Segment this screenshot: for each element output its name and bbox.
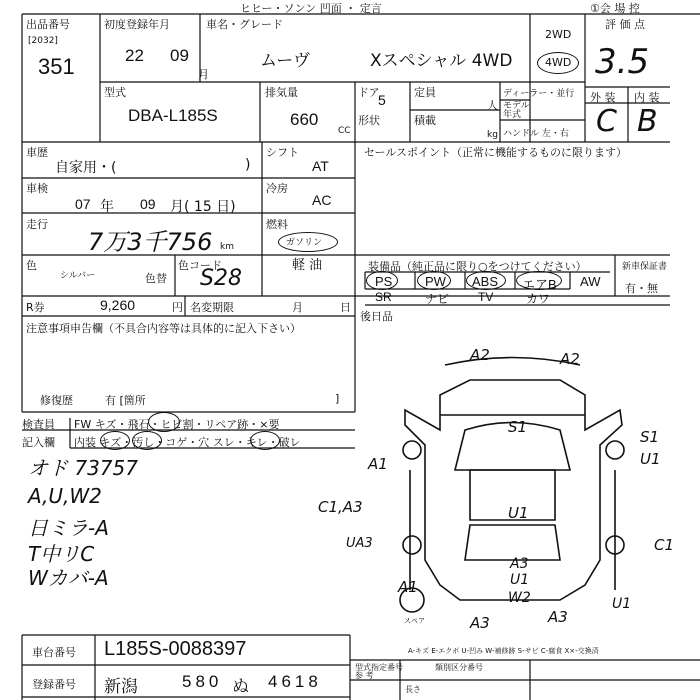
mileage-value: 7万3千756	[88, 228, 213, 256]
equipment-airbag: エアB	[522, 277, 557, 292]
repair-close: ]	[335, 392, 340, 405]
after-label: 後日品	[360, 310, 393, 323]
name-change-label: 名変期限	[190, 301, 234, 314]
grade-int-label: 内 装	[634, 91, 660, 104]
displacement-unit: CC	[338, 126, 351, 136]
diagram-mark: U1	[510, 572, 530, 588]
registration-month: 09	[170, 46, 189, 65]
grade-int-value: B	[637, 104, 658, 139]
load-label: 積載	[414, 114, 436, 127]
recycle-label: R券	[26, 301, 45, 314]
checker-row-1: FW キズ・飛石・ヒビ割・リペア跡・×要	[74, 418, 280, 431]
inspection-year: 07	[75, 196, 91, 212]
equipment-airbag-circle	[516, 271, 562, 290]
recycle-value: 9,260	[100, 297, 136, 313]
lot-number: 351	[38, 54, 75, 79]
name-change-day: 日	[340, 301, 351, 314]
diagram-mark: UA3	[346, 536, 373, 551]
diagram-mark: A2	[470, 346, 490, 364]
color-code: S28	[200, 266, 242, 291]
checker-circle-2	[100, 431, 130, 450]
equipment-abs-circle	[466, 271, 506, 290]
damage-legend: A-キズ E-エクボ U-凹み W-補修跡 S-サビ C-腐食 X×-交換済	[408, 647, 599, 655]
grade-score-label: 評 価 点	[605, 18, 645, 31]
checker-label-1: 検査員	[22, 418, 55, 431]
handwritten-note-1: オド 73757	[28, 456, 138, 480]
doors-value: 5	[378, 92, 386, 108]
diagram-mark: A2	[560, 350, 580, 368]
diagram-mark: C1	[654, 536, 675, 554]
grade-score-value: 3.5	[595, 42, 650, 82]
displacement-value: 660	[290, 110, 319, 129]
equipment-sr: SR	[375, 290, 392, 304]
checker-circle-1	[148, 412, 180, 432]
checker-label-2: 記入欄	[22, 436, 55, 449]
plate-region: 新潟	[104, 677, 138, 697]
handwritten-note-2: A,U,W2	[28, 484, 102, 508]
color-code-label: 色コード	[178, 259, 222, 272]
diagram-mark: A1	[398, 578, 418, 596]
name-change-month: 月	[292, 301, 303, 314]
drive-2wd: 2WD	[545, 28, 572, 41]
lot-code: [2032]	[28, 36, 58, 46]
checker-row-2: 内装 キズ・汚し・コゲ・穴 スレ・キレ・破レ	[74, 436, 301, 449]
inspection-month: 09	[140, 196, 156, 212]
repair-label: 修復歴	[40, 394, 73, 407]
plate-number: 4618	[268, 672, 322, 691]
repair-value: 有 [箇所	[105, 394, 146, 407]
model-label: 型式	[104, 86, 126, 99]
plate-kana: ぬ	[232, 677, 249, 697]
vehicle-grade: Xスペシャル 4WD	[370, 51, 513, 71]
vehicle-make: ムーヴ	[260, 51, 311, 71]
spare-label: スペア	[404, 617, 425, 625]
equipment-ps-circle	[366, 271, 398, 290]
header-title-fragment: ヒヒー・ソンン 凹面 ・ 定言	[240, 2, 382, 15]
equipment-tv: TV	[478, 290, 494, 304]
dealer-label: ディーラー・並行	[503, 89, 575, 99]
color-label: 色	[26, 259, 37, 272]
recycle-unit: 円	[172, 301, 183, 314]
handle-label: ハンドル 左・右	[503, 129, 569, 139]
fuel-diesel: 軽 油	[292, 258, 323, 273]
displacement-label: 排気量	[265, 86, 298, 99]
shape-number-label: 型式指定番号	[355, 663, 403, 672]
color-change-label: 色替	[145, 272, 167, 285]
usage-close: )	[245, 157, 251, 173]
checker-circle-3	[132, 431, 162, 450]
diagram-mark: C1,A3	[318, 498, 363, 516]
mileage-label: 走行	[26, 218, 48, 231]
diagram-mark: A3	[470, 614, 490, 632]
aircon-label: 冷房	[266, 182, 288, 195]
chassis-label: 車台番号	[32, 646, 76, 659]
diagram-mark: S1	[640, 428, 660, 446]
diagram-mark: A3	[510, 556, 529, 572]
fuel-label: 燃料	[266, 218, 288, 231]
usage-label: 車歴	[26, 146, 48, 159]
chassis-value: L185S-0088397	[104, 638, 247, 660]
fuel-gasoline: ガソリン	[286, 238, 323, 248]
equipment-ps: PS	[375, 274, 393, 289]
shift-label: シフト	[266, 146, 299, 159]
warranty-value: 有・無	[625, 282, 658, 295]
grade-ext-label: 外 装	[590, 91, 616, 104]
diagram-mark: A3	[548, 608, 568, 626]
load-unit: kg	[487, 130, 498, 140]
diagram-mark: S1	[508, 418, 528, 436]
handwritten-note-3: 日ミラ-A	[28, 516, 109, 540]
inspection-year-unit: 年	[100, 199, 114, 215]
diagram-mark: U1	[640, 450, 661, 468]
checker-circle-4	[250, 431, 280, 450]
equipment-pw: PW	[425, 274, 446, 289]
handwritten-note-5: Wカバ-A	[28, 566, 109, 590]
doors-label: ドア	[358, 86, 380, 99]
venue-label: ①会 場 控	[590, 2, 640, 15]
diagram-mark: A1	[368, 455, 388, 473]
vehicle-name-label: 車名・グレード	[206, 18, 283, 31]
registration-month-unit: 月	[198, 68, 209, 81]
diagram-mark: W2	[508, 590, 531, 606]
shape-label: 形状	[358, 114, 380, 127]
aircon-value: AC	[312, 192, 332, 208]
inspection-label: 車検	[26, 182, 48, 195]
equipment-navi: ナビ	[425, 292, 450, 306]
equipment-abs: ABS	[472, 274, 499, 289]
color-value: シルバー	[60, 271, 96, 281]
notes-label: 注意事項申告欄（不具合内容等は具体的に記入下さい）	[26, 322, 301, 335]
category-number-label: 類別区分番号	[435, 663, 483, 672]
drive-4wd: 4WD	[545, 56, 572, 69]
capacity-label: 定員	[414, 86, 436, 99]
inspection-day: 月( 15 日)	[170, 199, 236, 215]
model-value: DBA-L185S	[128, 106, 218, 125]
equipment-label: 装備品（純正品に限り○をつけてください）	[368, 260, 587, 273]
warranty-label: 新車保証書	[622, 262, 668, 272]
plate-class: 580	[182, 672, 223, 691]
capacity-unit: 人	[487, 99, 498, 112]
diagram-mark: U1	[508, 504, 529, 522]
equipment-pw-circle	[417, 271, 451, 290]
shift-value: AT	[312, 158, 329, 174]
model-year-label: モデル 年式	[503, 101, 530, 120]
mileage-unit: km	[220, 242, 234, 252]
lot-label: 出品番号	[26, 18, 70, 31]
ref-label: 参 考	[355, 671, 374, 680]
diagram-mark: U1	[612, 596, 632, 612]
equipment-leather: カワ	[526, 292, 551, 306]
grade-ext-value: C	[596, 104, 617, 139]
plate-label: 登録番号	[32, 678, 76, 691]
registration-label: 初度登録年月	[104, 18, 170, 31]
selling-points-label: セールスポイント（正常に機能するものに限ります）	[364, 146, 628, 159]
usage-value: 自家用・(	[55, 160, 117, 176]
handwritten-note-4: T中リC	[28, 542, 95, 566]
equipment-aw: AW	[580, 274, 601, 289]
length-label: 長さ	[405, 685, 421, 694]
registration-year: 22	[125, 46, 144, 65]
